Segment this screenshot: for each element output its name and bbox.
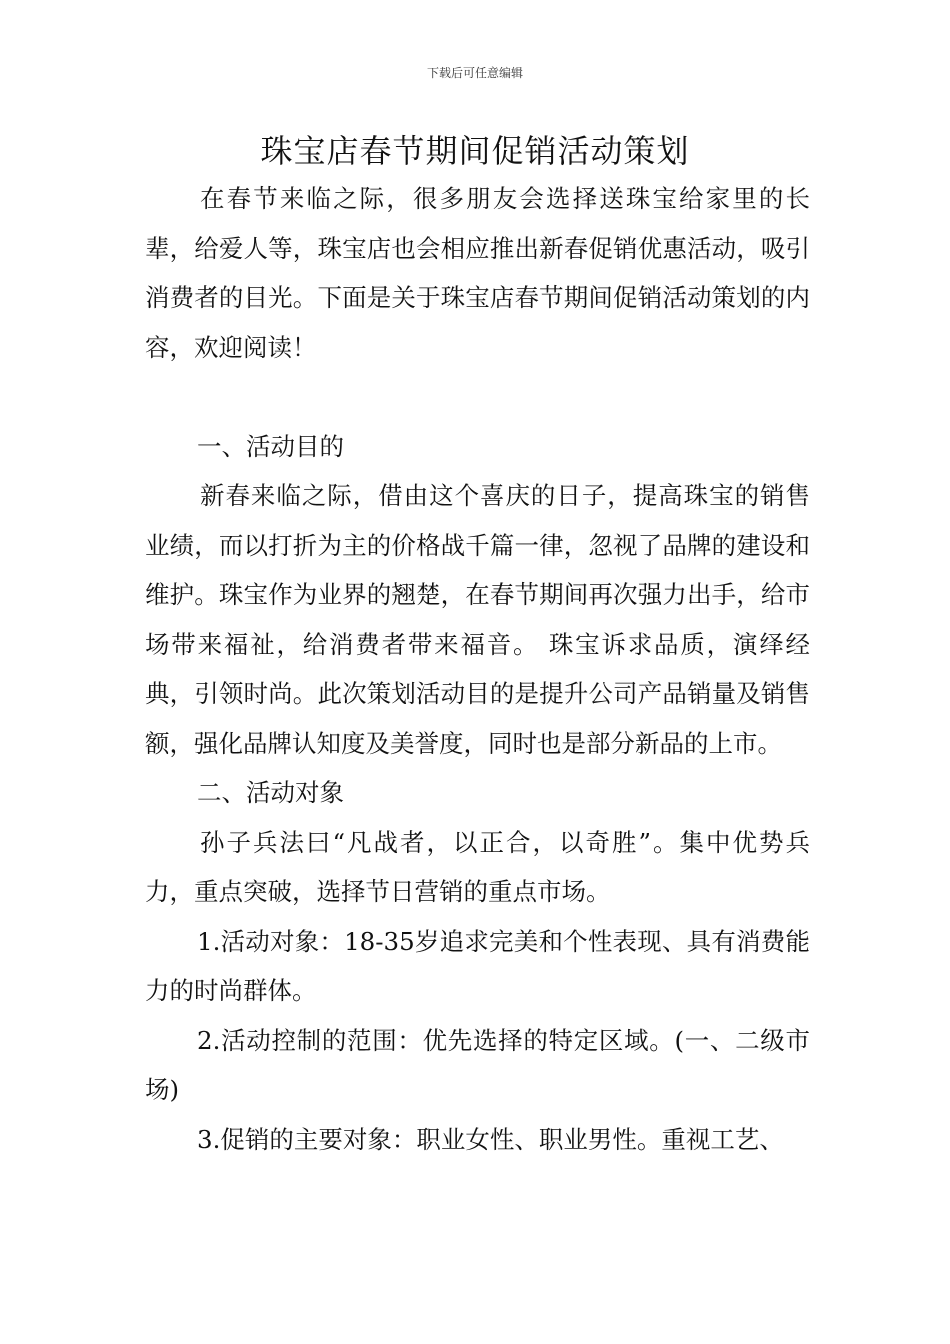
document-title: 珠宝店春节期间促销活动策划 — [260, 132, 690, 170]
blank-line — [145, 372, 810, 422]
list-item: 3.促销的主要对象：职业女性、职业男性。重视工艺、 — [197, 1124, 784, 1154]
intro-paragraph: 在春节来临之际，很多朋友会选择送珠宝给家里的长辈，给爱人等，珠宝店也会相应推出新春促销优惠活动，吸引消费者的目光。下面是关于珠宝店春节期间促销活动策划的内容，欢迎阅读！ — [145, 184, 810, 362]
list-item: 1.活动对象：18-35岁追求完美和个性表现、具有消费能力的时尚群体。 — [145, 926, 810, 1005]
section-paragraph-purpose: 新春来临之际，借由这个喜庆的日子，提高珠宝的销售业绩，而以打折为主的价格战千篇一律，忽视了品牌的建设和维护。珠宝作为业界的翘楚，在春节期间再次强力出手，给市场带来福祉，给消费者带来福音。 珠宝诉求品质，演绎经典，引领时尚。此次策划活动目的是提升公司产品销量及销售额，强化品牌认知度及美誉度，同时也是部分新品的上市。 — [145, 481, 810, 758]
header-note: 下载后可任意编辑 — [426, 66, 523, 80]
document-body — [145, 174, 810, 1164]
list-item: 2.活动控制的范围：优先选择的特定区域。(一、二级市场) — [145, 1025, 810, 1104]
section-heading-audience: 二、活动对象 — [197, 778, 344, 807]
section-heading-purpose: 一、活动目的 — [197, 431, 344, 461]
section-paragraph-audience: 孙子兵法曰“凡战者，以正合，以奇胜”。集中优势兵力，重点突破，选择节日营销的重点市场。 — [145, 827, 810, 906]
